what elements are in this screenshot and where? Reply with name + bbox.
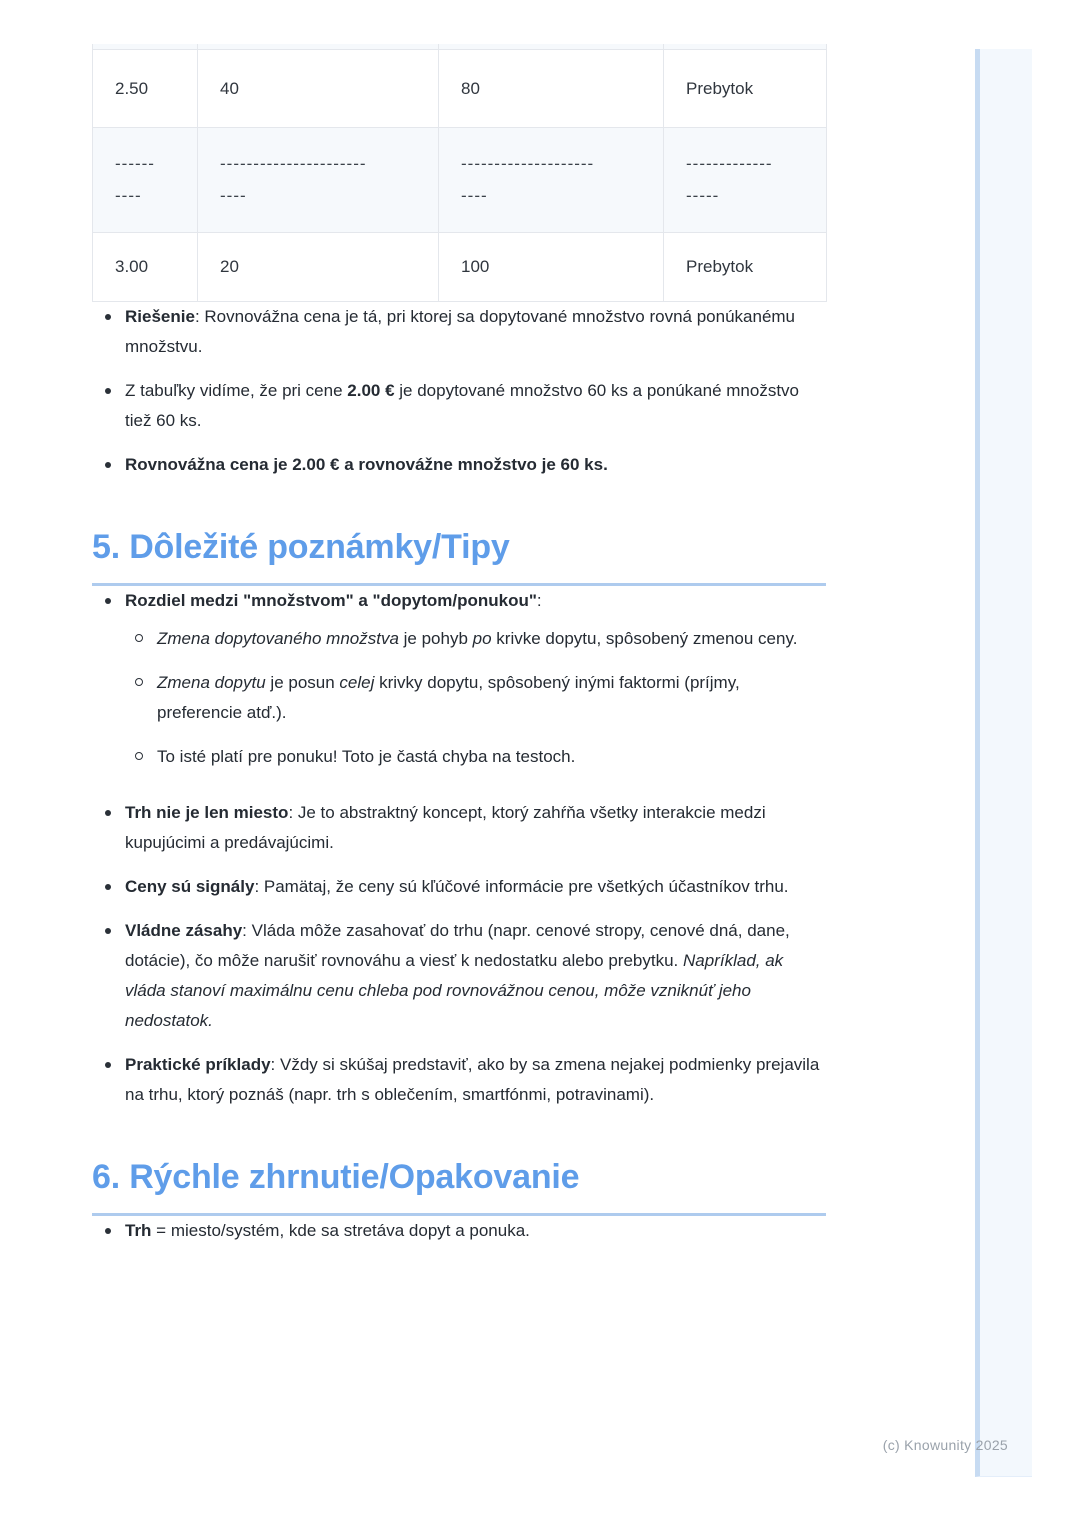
bullet-text: Rozdiel medzi "množstvom" a "dopytom/ponukou": (125, 591, 542, 610)
table-cell-demanded: 40 (198, 50, 439, 128)
dash-line: ---- (461, 186, 488, 205)
sub-bullet-item (125, 668, 826, 728)
document-content (92, 0, 826, 1260)
table-cell-dashes (198, 128, 439, 233)
table-cell-dashes (664, 128, 827, 233)
bullet-item (92, 1050, 826, 1110)
bullet-text: Ceny sú signály: Pamätaj, že ceny sú kľúčové informácie pre všetkých účastníkov trhu. (125, 877, 789, 896)
table-cell-supplied: 100 (439, 233, 664, 302)
dash-line: ------------- (686, 154, 773, 173)
dash-line: -------------------- (461, 154, 595, 173)
table-row (93, 233, 827, 302)
bullet-text: To isté platí pre ponuku! Toto je častá chyba na testoch. (157, 747, 576, 766)
tips-list (92, 586, 826, 1110)
bullet-item (92, 872, 826, 902)
table-cell-price: 2.50 (93, 50, 198, 128)
sub-bullet-item (125, 624, 826, 654)
bullet-text: Zmena dopytovaného množstva je pohyb po krivke dopytu, spôsobený zmenou ceny. (157, 629, 798, 648)
bullet-text: Trh = miesto/systém, kde sa stretáva dopyt a ponuka. (125, 1221, 530, 1240)
dash-line: ---- (115, 186, 142, 205)
bullet-text: Zmena dopytu je posun celej krivky dopytu, spôsobený inými faktormi (príjmy, preferencie atď.). (157, 673, 740, 722)
table-cell-dashes (93, 128, 198, 233)
bullet-item (92, 916, 826, 1036)
sub-list (125, 624, 826, 784)
sub-bullet-item (125, 742, 826, 772)
bullet-item (92, 450, 826, 480)
table-cell-status: Prebytok (664, 50, 827, 128)
section-5-heading: 5. Dôležité poznámky/Tipy (92, 528, 510, 566)
next-page-edge-stripe (975, 49, 1032, 1477)
table-cell-price: 3.00 (93, 233, 198, 302)
bullet-item (92, 302, 826, 362)
dash-line: ---- (220, 186, 247, 205)
table-cell-supplied: 80 (439, 50, 664, 128)
solution-list (92, 302, 826, 480)
bullet-text: Praktické príklady: Vždy si skúšaj predstaviť, ako by sa zmena nejakej podmienky prejavila na trhu, ktorý poznáš (napr. trh s oblečením, smartfónmi, potravinami). (125, 1055, 820, 1104)
summary-list (92, 1216, 826, 1246)
section-6-heading: 6. Rýchle zhrnutie/Opakovanie (92, 1158, 580, 1196)
table-row-separator (93, 128, 827, 233)
bullet-text: Z tabuľky vidíme, že pri cene 2.00 € je dopytované množstvo 60 ks a ponúkané množstvo tiež 60 ks. (125, 381, 800, 430)
bullet-text: Rovnovážna cena je 2.00 € a rovnovážne množstvo je 60 ks. (125, 455, 608, 474)
dash-line: ------ (115, 154, 155, 173)
bullet-text: Trh nie je len miesto: Je to abstraktný koncept, ktorý zahŕňa všetky interakcie medzi kupujúcimi a predávajúcimi. (125, 803, 766, 852)
dash-line: ----- (686, 186, 720, 205)
bullet-text: Riešenie: Rovnovážna cena je tá, pri ktorej sa dopytované množstvo rovná ponúkanému množstvu. (125, 307, 796, 356)
table-cell-dashes (439, 128, 664, 233)
table-cell-demanded: 20 (198, 233, 439, 302)
equilibrium-table (92, 44, 827, 302)
bullet-item (92, 798, 826, 858)
bullet-item (92, 586, 826, 784)
dash-line: ---------------------- (220, 154, 367, 173)
table-cell-status: Prebytok (664, 233, 827, 302)
bullet-item (92, 1216, 826, 1246)
table-row (93, 50, 827, 128)
bullet-text: Vládne zásahy: Vláda môže zasahovať do trhu (napr. cenové stropy, cenové dná, dane, dotácie), čo môže narušiť rovnováhu a viesť k nedostatku alebo prebytku. Napríklad, ak vláda stanoví maximálnu cenu chleba pod rovnovážnou cenou, môže vzniknúť jeho nedostatok. (125, 921, 790, 1030)
bullet-item (92, 376, 826, 436)
watermark: (c) Knowunity 2025 (882, 1437, 1008, 1453)
